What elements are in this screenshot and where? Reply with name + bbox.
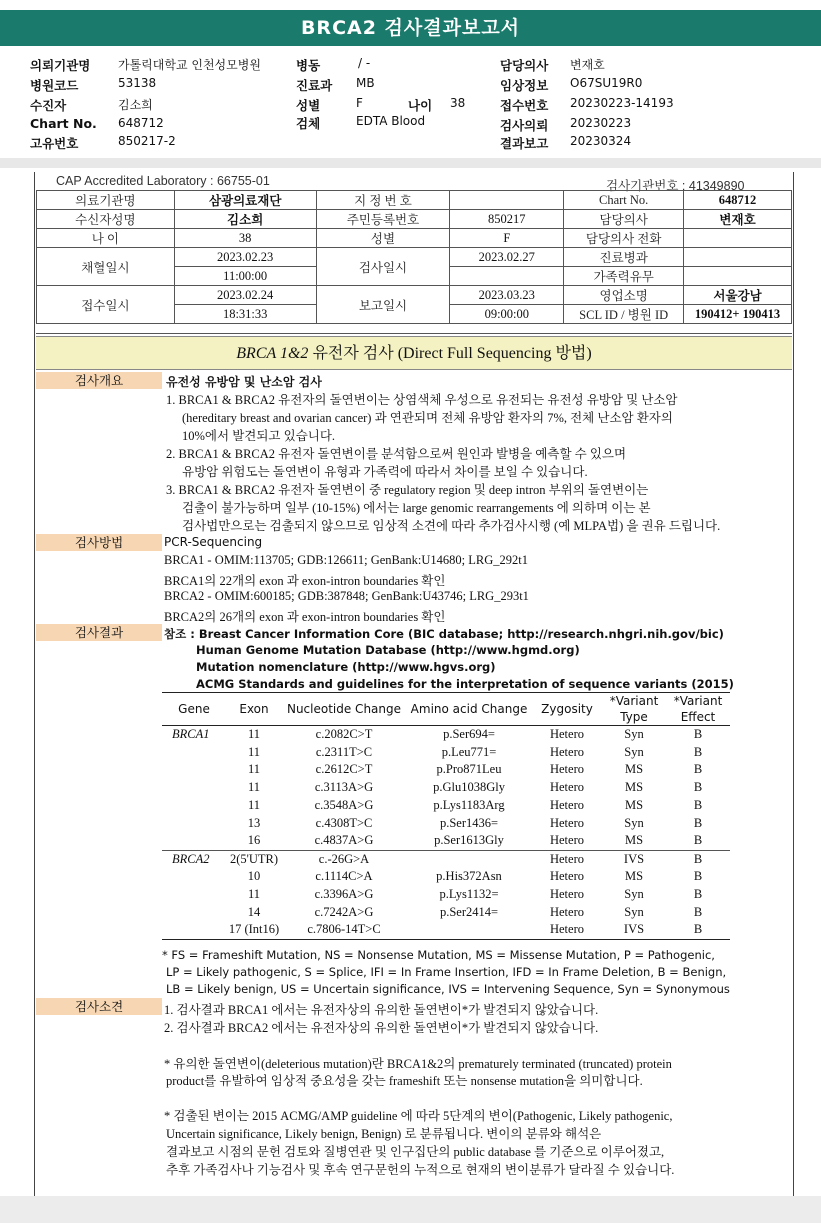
variant-row — [162, 797, 730, 815]
cell — [684, 248, 792, 267]
receive-label: 접수일시 — [37, 286, 175, 324]
nucleotide-cell: c.4308T>C — [315, 815, 373, 830]
reference-line: ACMG Standards and guidelines for the interpretation of sequence variants (2015) — [196, 677, 734, 691]
zygosity-cell: Hetero — [549, 762, 584, 777]
overview-line: 1. BRCA1 & BRCA2 유전자의 돌연변이는 상염색체 우성으로 유전되는 유전성 유방암 및 난소암 — [166, 393, 678, 407]
overview-line: 유방암 위험도는 돌연변이 유형과 가족력에 따라서 차이를 보일 수 있습니다. — [182, 465, 588, 479]
variant-row — [162, 903, 730, 921]
variant-type-cell: MS — [624, 869, 644, 884]
amino-acid-cell: p.Lys1183Arg — [433, 798, 505, 813]
exon-cell: 14 — [247, 904, 261, 919]
variant-type-cell: IVS — [602, 850, 666, 868]
info-row — [37, 286, 792, 305]
cell: 38 — [174, 229, 316, 248]
variant-effect-cell: B — [693, 904, 703, 919]
chart-label: Chart No. — [30, 116, 97, 131]
variant-type-cell: Syn — [624, 904, 644, 919]
zygosity-cell: Hetero — [549, 815, 584, 830]
nucleotide-cell: c.3396A>G — [314, 887, 374, 902]
variant-table — [162, 692, 730, 940]
deleterious-note: * 유의한 돌연변이(deleterious mutation)란 BRCA1&2의 prematurely terminated (truncated) protein — [164, 1057, 672, 1071]
overview-heading: 유전성 유방암 및 난소암 검사 — [166, 375, 322, 389]
variant-type-cell: MS — [624, 798, 644, 813]
method-line: PCR-Sequencing — [164, 535, 263, 549]
sales-label: 영업소명 — [564, 286, 684, 305]
variant-effect-cell: B — [693, 798, 703, 813]
variant-type-cell: MS — [624, 780, 644, 795]
header-separator — [0, 158, 821, 168]
nucleotide-cell: c.2612C>T — [315, 762, 373, 777]
variant-effect-cell: B — [693, 744, 703, 759]
cell — [684, 267, 792, 286]
overview-line: 검사법만으로는 검출되지 않으므로 임상적 소견에 따라 추가검사시행 (예 MLPA법) 을 권유 드립니다. — [182, 519, 721, 533]
overview-line: 3. BRCA1 & BRCA2 유전자 돌연변이 중 regulatory region 및 deep intron 부위의 돌연변이는 — [166, 483, 649, 497]
overview-line: 10%에서 발견되고 있습니다. — [182, 429, 336, 443]
request-label: 검사의뢰 — [500, 118, 549, 133]
scl-label: SCL ID / 병원 ID — [564, 305, 684, 324]
overview-line: 검출이 불가능하며 일부 (10-15%) 에서는 large genomic rearrangements 에 의하며 이는 본 — [182, 501, 651, 515]
gene-cell — [162, 814, 226, 832]
sex-value: F — [356, 96, 363, 110]
variant-row — [162, 886, 730, 904]
chart-value: 648712 — [118, 116, 164, 130]
amino-acid-cell: p.Ser694= — [443, 727, 495, 742]
variant-effect-cell: B — [693, 727, 703, 742]
gene-cell — [162, 761, 226, 779]
amino-acid-cell: p.Pro871Leu — [436, 762, 502, 777]
variant-row — [162, 850, 730, 868]
exon-cell: 11 — [247, 887, 261, 902]
overview-line: 2. BRCA1 & BRCA2 유전자 돌연변이를 분석함으로써 원인과 발병을 예측할 수 있으며 — [166, 447, 627, 461]
opinion-line: 1. 검사결과 BRCA1 에서는 유전자상의 유의한 돌연변이*가 발견되지 않았습니다. — [164, 1003, 599, 1017]
variant-type-cell: Syn — [624, 815, 644, 830]
classification-note: Uncertain significance, Likely benign, Benign) 로 분류됩니다. 변이의 분류와 해석은 — [166, 1127, 602, 1141]
zygosity-cell: Hetero — [549, 904, 584, 919]
gene-cell — [162, 743, 226, 761]
overview-line: (hereditary breast and ovarian cancer) 과 연관되며 전체 유방암 환자의 7%, 전체 난소암 환자의 — [182, 411, 673, 425]
cell: 성별 — [316, 229, 450, 248]
ward-value: / - — [358, 56, 371, 70]
variant-type-cell: MS — [624, 762, 644, 777]
gene-cell: BRCA2 — [162, 850, 226, 868]
unique-value: 850217-2 — [118, 134, 176, 148]
nucleotide-cell: c.2082C>T — [315, 727, 373, 742]
cell: 수신자성명 — [37, 210, 175, 229]
variant-effect-cell: B — [693, 887, 703, 902]
nucleotide-cell: c.1114C>A — [315, 869, 373, 884]
opinion-label: 검사소견 — [36, 998, 162, 1015]
collect-date: 2023.02.23 — [174, 248, 316, 267]
reference-line: Mutation nomenclature (http://www.hgvs.org) — [196, 660, 496, 674]
gene-cell — [162, 868, 226, 886]
variant-row — [162, 832, 730, 850]
exon-cell: 13 — [247, 815, 261, 830]
variant-type-cell: IVS — [602, 921, 666, 939]
scl-value: 190412+ 190413 — [684, 305, 792, 324]
report-date: 2023.03.23 — [450, 286, 564, 305]
header-info — [0, 54, 821, 154]
overview-label: 검사개요 — [36, 372, 162, 389]
variant-row — [162, 761, 730, 779]
zygosity-cell: Hetero — [549, 780, 584, 795]
test-title — [36, 336, 792, 370]
gene-cell — [162, 832, 226, 850]
age-label: 나이 — [408, 98, 433, 113]
variant-type-cell: Syn — [624, 727, 644, 742]
age-value: 38 — [450, 96, 466, 110]
classification-note: 추후 가족검사나 기능검사 및 후속 연구문헌의 누적으로 현재의 변이분류가 달라질 수 있습니다. — [166, 1163, 675, 1177]
sales-value: 서울강남 — [684, 286, 792, 305]
report-title: BRCA2 검사결과보고서 — [0, 10, 821, 46]
clinical-label: 임상정보 — [500, 78, 549, 93]
method-line: BRCA2 - OMIM:600185; GDB:387848; GenBank:U43746; LRG_293t1 — [164, 589, 529, 603]
lab-info-table — [36, 190, 792, 324]
amino-acid-cell: p.Lys1132= — [439, 887, 499, 902]
variant-effect-cell: B — [693, 780, 703, 795]
variant-effect-cell: B — [693, 833, 703, 848]
exon-cell: 16 — [247, 833, 261, 848]
variant-effect-cell: B — [693, 815, 703, 830]
receipt-value: 20230223-14193 — [570, 96, 674, 110]
doctor-value: 변재호 — [570, 58, 605, 72]
cell: 김소희 — [174, 210, 316, 229]
cell: 의료기관명 — [37, 191, 175, 210]
lab-number: 검사기관번호 : 41349890 — [606, 179, 745, 193]
reference-line: Human Genome Mutation Database (http://www.hgmd.org) — [196, 643, 580, 657]
cell — [684, 229, 792, 248]
exon-cell: 11 — [247, 744, 261, 759]
nucleotide-cell: c.2311T>C — [315, 744, 373, 759]
reference-line: 참조 : Breast Cancer Information Core (BIC database; http://research.nhgri.nih.gov/bic) — [164, 627, 724, 641]
institution-value: 가톨릭대학교 인천성모병원 — [118, 58, 261, 72]
cell — [450, 191, 564, 210]
zygosity-cell: Hetero — [549, 833, 584, 848]
cell — [450, 267, 564, 286]
hospital-code-label: 병원코드 — [30, 78, 79, 93]
variant-effect-cell: B — [666, 921, 730, 939]
column-header: *Variant Type — [609, 694, 659, 724]
amino-acid-cell: p.Leu771= — [441, 744, 497, 759]
gene-cell — [162, 921, 226, 939]
request-value: 20230223 — [570, 116, 632, 130]
receipt-label: 접수번호 — [500, 98, 549, 113]
cell: 담당의사 — [564, 210, 684, 229]
variant-row — [162, 814, 730, 832]
nucleotide-cell: c.-26G>A — [282, 850, 406, 868]
report-date-label: 보고일시 — [316, 286, 450, 324]
nucleotide-cell: c.3113A>G — [314, 780, 374, 795]
nucleotide-cell: c.4837A>G — [314, 833, 374, 848]
variant-row — [162, 726, 730, 744]
institution-label: 의뢰기관명 — [30, 58, 91, 73]
deleterious-note: product를 유발하여 임상적 중요성을 갖는 frameshift 또는 nonsense mutation을 의미합니다. — [166, 1074, 643, 1088]
variant-type-cell: MS — [624, 833, 644, 848]
variant-row — [162, 868, 730, 886]
cell: 지 정 번 호 — [316, 191, 450, 210]
column-header: Exon — [239, 702, 269, 716]
dept-label: 진료과 — [296, 78, 333, 93]
column-header: Nucleotide Change — [286, 702, 402, 716]
variant-effect-cell: B — [666, 850, 730, 868]
exon-cell: 11 — [247, 762, 261, 777]
exon-cell: 17 (Int16) — [226, 921, 282, 939]
zygosity-cell: Hetero — [549, 744, 584, 759]
classification-note: * 검출된 변이는 2015 ACMG/AMP guideline 에 따라 5단계의 변이(Pathogenic, Likely pathogenic, — [164, 1109, 673, 1123]
amino-acid-cell: p.Ser1436= — [439, 815, 499, 830]
variant-row — [162, 921, 730, 939]
hospital-code-value: 53138 — [118, 76, 157, 90]
report-value: 20230324 — [570, 134, 632, 148]
specimen-label: 검체 — [296, 116, 321, 131]
test-date: 2023.02.27 — [450, 248, 564, 267]
column-header: Gene — [178, 702, 210, 716]
zygosity-cell: Hetero — [532, 921, 602, 939]
result-label: 검사결과 — [36, 624, 162, 641]
gene-cell — [162, 886, 226, 904]
gene-cell: BRCA1 — [172, 727, 210, 742]
variant-header-row — [162, 693, 730, 726]
gene-cell — [162, 779, 226, 797]
info-row — [37, 210, 792, 229]
cell: 담당의사 전화 — [564, 229, 684, 248]
patient-value: 김소희 — [118, 98, 153, 112]
spacer-row — [36, 318, 792, 334]
bottom-strip — [0, 1196, 821, 1223]
doctor-label: 담당의사 — [500, 58, 549, 73]
zygosity-cell: Hetero — [549, 727, 584, 742]
collect-time: 11:00:00 — [174, 267, 316, 286]
unique-label: 고유번호 — [30, 136, 79, 151]
ward-dept-label: 진료병과 — [564, 248, 684, 267]
zygosity-cell: Hetero — [549, 869, 584, 884]
test-date-label: 검사일시 — [316, 248, 450, 286]
amino-acid-cell: p.Ser2414= — [439, 904, 499, 919]
info-row — [37, 191, 792, 210]
patient-label: 수진자 — [30, 98, 67, 113]
exon-cell: 11 — [247, 780, 261, 795]
variant-type-cell: Syn — [624, 744, 644, 759]
amino-acid-cell — [406, 921, 532, 939]
report-time: 09:00:00 — [450, 305, 564, 324]
test-title-method: 유전자 검사 (Direct Full Sequencing 방법) — [308, 345, 592, 362]
cap-accreditation: CAP Accredited Laboratory : 66755-01 — [56, 174, 270, 188]
cell: 주민등록번호 — [316, 210, 450, 229]
gene-cell — [162, 797, 226, 815]
zygosity-cell: Hetero — [549, 887, 584, 902]
zygosity-cell: Hetero — [549, 798, 584, 813]
variant-effect-cell: B — [693, 869, 703, 884]
receive-time: 18:31:33 — [174, 305, 316, 324]
exon-cell: 10 — [247, 869, 261, 884]
cell: 648712 — [684, 191, 792, 210]
test-title-gene: BRCA 1&2 — [236, 345, 309, 362]
amino-acid-cell: p.His372Asn — [436, 869, 502, 884]
footnote-line: LB = Likely benign, US = Uncertain significance, IVS = Intervening Sequence, Syn = Synonymous — [166, 982, 730, 996]
opinion-line: 2. 검사결과 BRCA2 에서는 유전자상의 유의한 돌연변이*가 발견되지 않았습니다. — [164, 1021, 599, 1035]
nucleotide-cell: c.3548A>G — [314, 798, 374, 813]
method-label: 검사방법 — [36, 534, 162, 551]
column-header: *Variant Effect — [673, 694, 723, 724]
nucleotide-cell: c.7242A>G — [314, 904, 374, 919]
dept-value: MB — [356, 76, 375, 90]
amino-acid-cell — [406, 850, 532, 868]
cell: 변재호 — [684, 210, 792, 229]
gene-cell — [162, 903, 226, 921]
exon-cell: 2(5'UTR) — [226, 850, 282, 868]
zygosity-cell: Hetero — [532, 850, 602, 868]
report-label: 결과보고 — [500, 136, 549, 151]
family-history-label: 가족력유무 — [564, 267, 684, 286]
cell: 삼광의료재단 — [174, 191, 316, 210]
collect-label: 채혈일시 — [37, 248, 175, 286]
method-line: BRCA2의 26개의 exon 과 exon-intron boundaries 확인 — [164, 610, 446, 624]
variant-row — [162, 779, 730, 797]
cell: F — [450, 229, 564, 248]
footnote-line: LP = Likely pathogenic, S = Splice, IFI = In Frame Insertion, IFD = In Frame Deletion, B = Benign, — [166, 965, 727, 979]
amino-acid-cell: p.Glu1038Gly — [433, 780, 505, 795]
amino-acid-cell: p.Ser1613Gly — [434, 833, 504, 848]
method-line: BRCA1 - OMIM:113705; GDB:126611; GenBank:U14680; LRG_292t1 — [164, 553, 529, 567]
specimen-value: EDTA Blood — [356, 114, 426, 128]
column-header: Amino acid Change — [410, 702, 528, 716]
variant-row — [162, 743, 730, 761]
classification-note: 결과보고 시점의 문헌 검토와 질병연관 및 인구집단의 public database 를 기준으로 이루어졌고, — [166, 1145, 665, 1159]
method-line: BRCA1의 22개의 exon 과 exon-intron boundaries 확인 — [164, 574, 446, 588]
variant-type-cell: Syn — [624, 887, 644, 902]
footnote-line: * FS = Frameshift Mutation, NS = Nonsense Mutation, MS = Missense Mutation, P = Pathogenic, — [162, 948, 715, 962]
clinical-value: O67SU19R0 — [570, 76, 643, 90]
exon-cell: 11 — [247, 727, 261, 742]
ward-label: 병동 — [296, 58, 321, 73]
exon-cell: 11 — [247, 798, 261, 813]
column-header: Zygosity — [541, 702, 593, 716]
info-row — [37, 248, 792, 267]
sex-label: 성별 — [296, 98, 321, 113]
cell: 850217 — [450, 210, 564, 229]
cell: 나 이 — [37, 229, 175, 248]
info-row — [37, 229, 792, 248]
receive-date: 2023.02.24 — [174, 286, 316, 305]
cell: Chart No. — [564, 191, 684, 210]
variant-effect-cell: B — [693, 762, 703, 777]
nucleotide-cell: c.7806-14T>C — [282, 921, 406, 939]
